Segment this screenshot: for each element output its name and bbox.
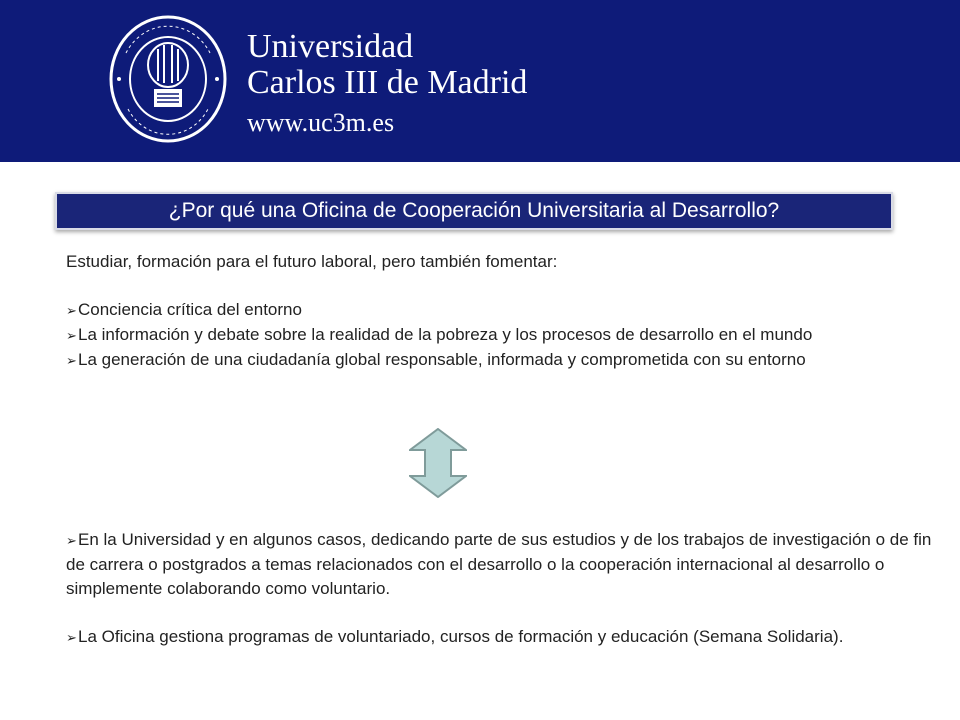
bullet-text: La Oficina gestiona programas de voluntariado, cursos de formación y educación (Semana Solidaria). — [78, 627, 844, 646]
list-item — [66, 348, 936, 373]
bullet-text: Conciencia crítica del entorno — [78, 300, 302, 319]
bottom-block — [66, 528, 936, 650]
brand-name-line1: Universidad — [247, 28, 414, 65]
intro-block — [66, 250, 936, 373]
intro-text: Estudiar, formación para el futuro laboral, pero también fomentar: — [66, 252, 558, 271]
bottom-bullet-list — [66, 528, 936, 650]
bullet-arrow-icon: ➢ — [66, 630, 77, 645]
slide-title: ¿Por qué una Oficina de Cooperación Universitaria al Desarrollo? — [55, 192, 893, 230]
bullet-text: La generación de una ciudadanía global responsable, informada y comprometida con su entorno — [78, 350, 806, 369]
up-down-arrow-icon — [409, 428, 467, 498]
bullet-arrow-icon: ➢ — [66, 328, 77, 343]
university-seal-logo — [106, 13, 230, 145]
bullet-text: En la Universidad y en algunos casos, dedicando parte de sus estudios y de los trabajos de investigación o de fin de carrera o postgrados a temas relacionados con el desarrollo o la cooperación internacional al desarrollo o simplemente colaborando como voluntario. — [66, 530, 932, 598]
list-item — [66, 323, 936, 348]
bullet-arrow-icon: ➢ — [66, 533, 77, 548]
top-bullet-list — [66, 298, 936, 373]
bullet-arrow-icon: ➢ — [66, 303, 77, 318]
brand-name-line2: Carlos III de Madrid — [247, 64, 528, 101]
bullet-text: La información y debate sobre la realidad de la pobreza y los procesos de desarrollo en el mundo — [78, 325, 813, 344]
list-item — [66, 528, 936, 601]
list-item — [66, 625, 936, 650]
brand-url[interactable]: www.uc3m.es — [247, 108, 395, 137]
list-item — [66, 298, 936, 323]
header-banner — [0, 0, 960, 162]
bullet-arrow-icon: ➢ — [66, 353, 77, 368]
